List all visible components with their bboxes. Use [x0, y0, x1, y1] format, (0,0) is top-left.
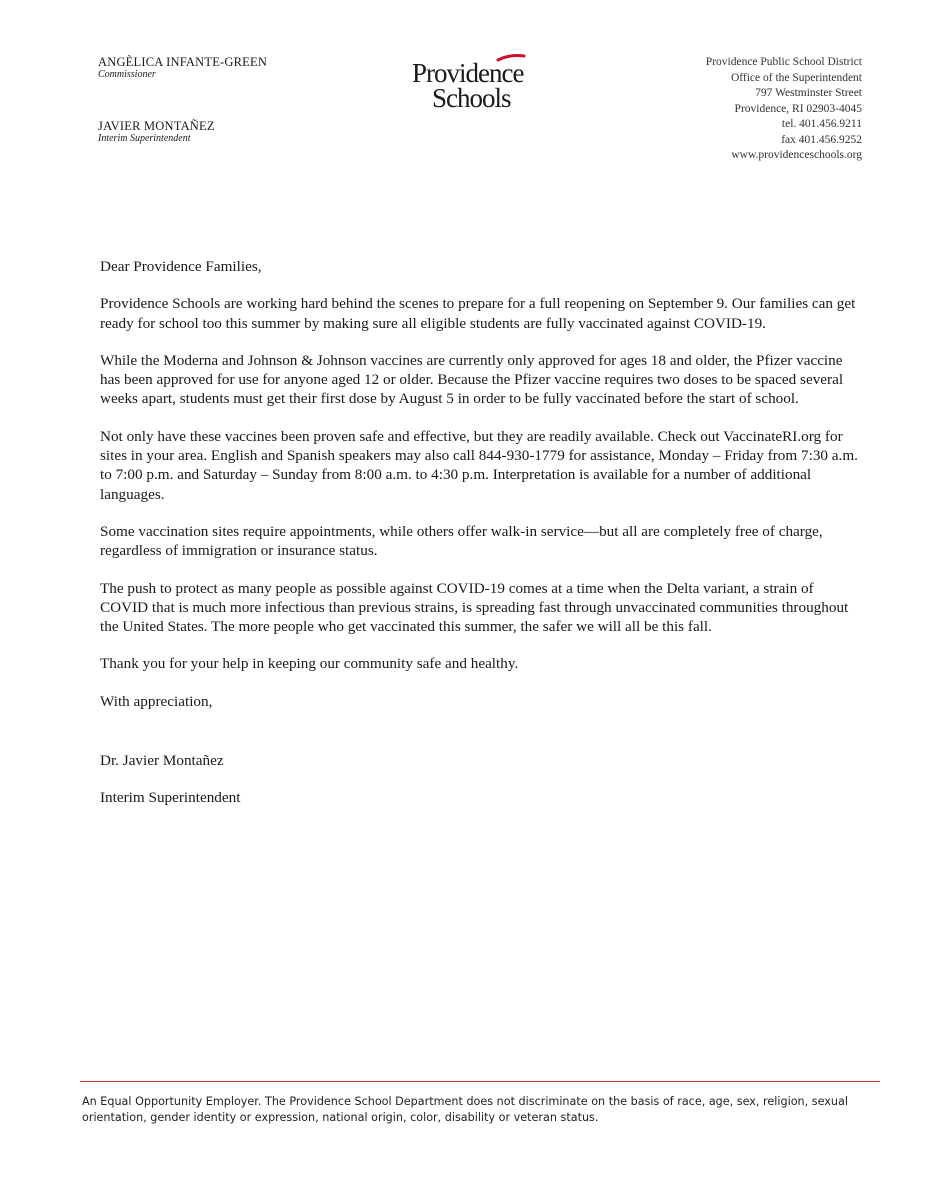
equal-opportunity-statement: An Equal Opportunity Employer. The Providence School Department does not discriminate on the basis of race, age, sex, religion, sexual orientation, gender identity or expression, national origin, color, disability or veteran status. — [82, 1095, 848, 1124]
superintendent-title: Interim Superintendent — [98, 133, 191, 144]
salutation: Dear Providence Families, — [100, 258, 262, 275]
signer-name: Dr. Javier Montañez — [100, 752, 224, 770]
website: www.providenceschools.org — [731, 149, 862, 161]
letter-body — [100, 257, 860, 826]
closing: With appreciation, — [100, 692, 213, 710]
superintendent-name: JAVIER MONTAÑEZ — [98, 119, 215, 133]
district-address-block — [706, 55, 862, 164]
commissioner-title: Commissioner — [98, 69, 156, 80]
paragraph-reopening: Providence Schools are working hard behind the scenes to prepare for a full reopening on September 9. Our families can get ready for school too this summer by making sure all eligible students are fully vaccinated against COVID-19. — [100, 295, 856, 332]
commissioner-block — [98, 55, 358, 81]
providence-schools-logo — [410, 52, 550, 112]
signer-title: Interim Superintendent — [100, 789, 241, 807]
paragraph-free-of-charge: Some vaccination sites require appointments, while others offer walk-in service—but all are completely free of charge, regardless of immigration or insurance status. — [100, 522, 823, 560]
commissioner-name: ANGÈLICA INFANTE-GREEN — [98, 55, 268, 69]
logo-line1: Providence — [412, 58, 524, 88]
superintendent-block — [98, 119, 358, 145]
footer-divider — [80, 1081, 880, 1082]
paragraph-delta-variant: The push to protect as many people as possible against COVID-19 comes at a time when the Delta variant, a strain of COVID that is much more infectious than previous strains, is spreading fast through unvaccinated communities throughout the United States. The more people who get vaccinated this summer, the safer we will all be this fall. — [100, 579, 849, 636]
logo-graphic — [410, 52, 550, 112]
office-name: Office of the Superintendent — [730, 71, 862, 84]
paragraph-thank-you: Thank you for your help in keeping our community safe and healthy. — [100, 655, 519, 673]
city-state-zip: Providence, RI 02903-4045 — [734, 102, 862, 115]
signature-space — [100, 729, 860, 751]
paragraph-availability: Not only have these vaccines been proven safe and effective, but they are readily available. Check out VaccinateRI.org for sites in your area. English and Spanish speakers may also call 844-930-1779 for assistance, Monday – Friday from 7:30 a.m. to 7:00 p.m. and Saturday – Sunday from 8:00 a.m. to 4:30 p.m. Interpretation is available for a number of additional languages. — [100, 427, 858, 503]
telephone: tel. 401.456.9211 — [781, 118, 862, 130]
logo-line2: Schools — [432, 83, 511, 112]
district-name: Providence Public School District — [705, 56, 862, 68]
letterhead-officials — [98, 55, 358, 145]
paragraph-vaccine-approval: While the Moderna and Johnson & Johnson vaccines are currently only approved for ages 18 and older, the Pfizer vaccine has been approved for use for anyone aged 12 or older. Because the Pfizer vaccine requires two doses to be spaced several weeks apart, students must get their first dose by August 5 in order to be fully vaccinated before the start of school. — [100, 351, 844, 408]
street-address: 797 Westminster Street — [755, 87, 862, 99]
fax: fax 401.456.9252 — [781, 133, 862, 146]
